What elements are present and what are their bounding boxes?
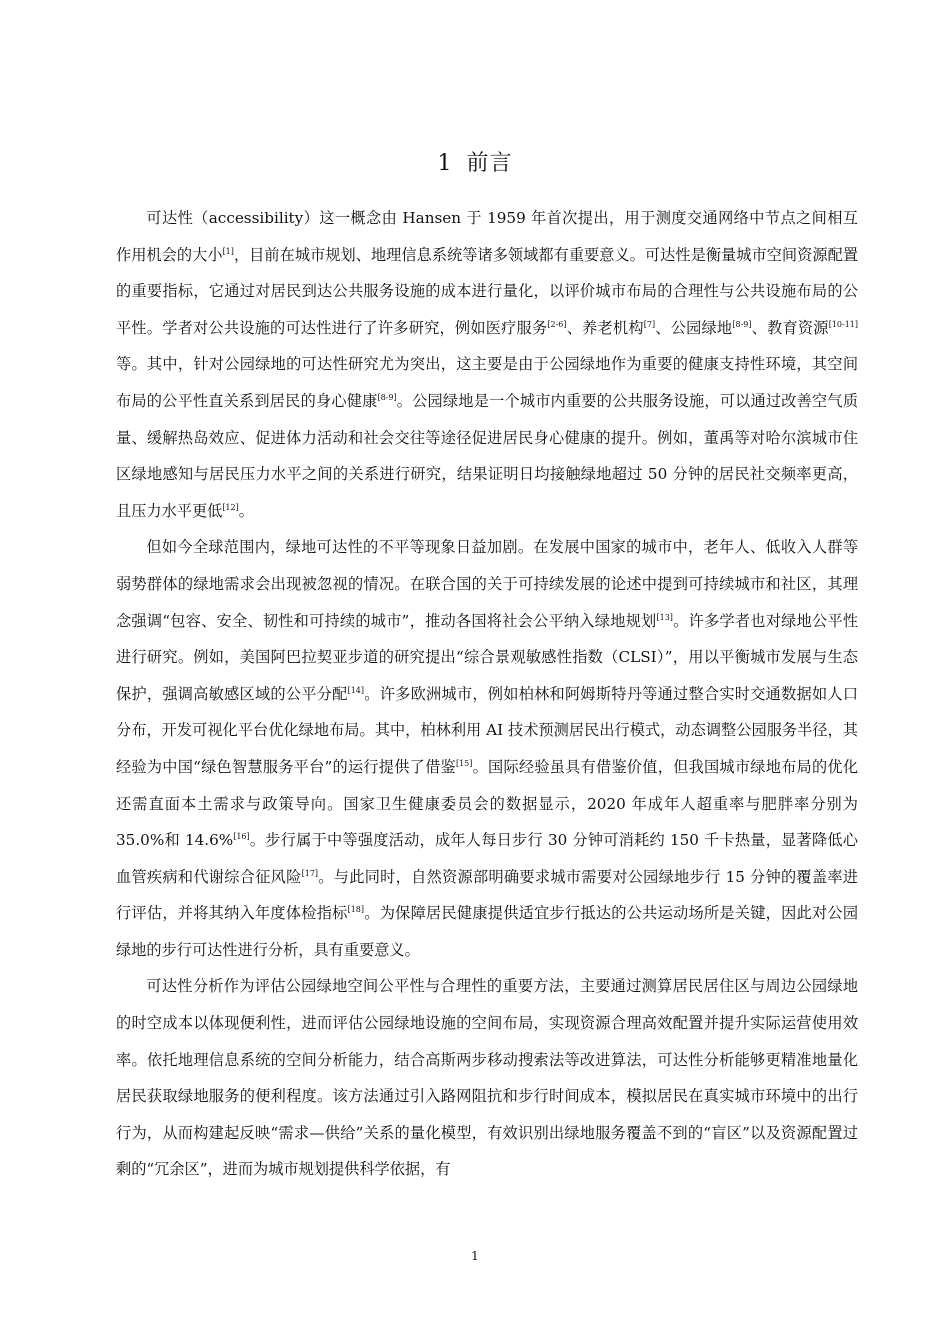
text-run: 。为保障居民健康提供适宜步行抵达的公共运动场所是关键，因此对公园绿地的步行可达性进行分析，具有重要意义。: [116, 904, 859, 959]
text-run: 、养老机构: [566, 318, 644, 337]
text-run: 。公园绿地是一个城市内重要的公共服务设施，可以通过改善空气质量、缓解热岛效应、促进体力活动和社会交往等途径促进居民身心健康的提升。例如，董禹等对哈尔滨城市住区绿地感知与居民压力水平之间的关系进行研究，结果证明日均接触绿地超过 50 分钟的居民社交频率更高，且压力水平更低: [116, 391, 859, 520]
paragraph: [116, 968, 858, 1188]
text-run: 。国际经验虽具有借鉴价值，但我国城市绿地布局的优化还需直面本土需求与政策导向。国家卫生健康委员会的数据显示，2020 年成年人超重率与肥胖率分别为 35.0%和 14.6%: [116, 757, 859, 850]
section-title: 前言: [466, 151, 513, 176]
citation-ref: [1]: [222, 246, 234, 256]
text-run: 。与此同时，自然资源部明确要求城市需要对公园绿地步行 15 分钟的覆盖率进行评估，并将其纳入年度体检指标: [116, 867, 858, 923]
citation-ref: [18]: [347, 905, 364, 915]
page-number: 1: [471, 1249, 479, 1263]
text-run: 但如今全球范围内，绿地可达性的不平等现象日益加剧。在发展中国家的城市中，老年人、低收入人群等弱势群体的绿地需求会出现被忽视的情况。在联合国的关于可持续发展的论述中提到可持续城市和社区，其理念强调“包容、安全、韧性和可持续的城市”，推动各国将社会公平纳入绿地规划: [116, 538, 858, 630]
paragraph: [116, 529, 858, 968]
text-run: 可达性（accessibility）这一概念由 Hansen 于 1959 年首次提出，用于测度交通网络中节点之间相互作用机会的大小: [116, 209, 858, 264]
citation-ref: [8-9]: [732, 319, 752, 329]
body-text: [116, 200, 858, 1188]
section-heading: [0, 148, 950, 180]
text-run: 可达性分析作为评估公园绿地空间公平性与合理性的重要方法，主要通过测算居民居住区与周边公园绿地的时空成本以体现便利性，进而评估公园绿地设施的空间布局，实现资源合理高效配置并提升实际运营使用效率。依托地理信息系统的空间分析能力，结合高斯两步移动搜索法等改进算法，可达性分析能够更精准地量化居民获取绿地服务的便利程度。该方法通过引入路网阻抗和步行时间成本，模拟居民在真实城市环境中的出行行为，从而构建起反映“需求—供给”关系的量化模型，有效识别出绿地服务覆盖不到的“盲区”以及资源配置过剩的“冗余区”，进而为城市规划提供科学依据，有: [116, 977, 858, 1179]
text-run: 。许多欧洲城市，例如柏林和阿姆斯特丹等通过整合实时交通数据如人口分布，开发可视化平台优化绿地布局。其中，柏林利用 AI 技术预测居民出行模式，动态调整公园服务半径，其经验为中国“绿色智慧服务平台”的运行提供了借鉴: [116, 684, 859, 776]
text-run: 。: [238, 501, 254, 520]
text-run: 、公园绿地: [655, 318, 733, 337]
text-run: 、教育资源: [751, 318, 829, 337]
citation-ref: [12]: [222, 502, 239, 512]
citation-ref: [17]: [301, 868, 319, 878]
section-number: 1: [437, 151, 453, 176]
citation-ref: [14]: [347, 685, 364, 695]
citation-ref: [15]: [455, 758, 473, 768]
citation-ref: [8-9]: [377, 392, 397, 402]
text-run: 。步行属于中等强度活动，成年人每日步行 30 分钟可消耗约 150 千卡热量，显著降低心血管疾病和代谢综合征风险: [116, 831, 858, 886]
citation-ref: [13]: [656, 612, 673, 622]
paragraph: [116, 200, 858, 529]
text-run: ，目前在城市规划、地理信息系统等诸多领域都有重要意义。可达性是衡量城市空间资源配置的重要指标，它通过对居民到达公共服务设施的成本进行量化，以评价城市布局的合理性与公共设施布局的公平性。学者对公共设施的可达性进行了许多研究，例如医疗服务: [116, 245, 859, 337]
citation-ref: [2-6]: [547, 319, 567, 329]
citation-ref: [7]: [643, 319, 656, 329]
citation-ref: [10-11]: [828, 319, 859, 329]
text-run: 等。其中，针对公园绿地的可达性研究尤为突出，这主要是由于公园绿地作为重要的健康支持性环境，其空间布局的公平性直关系到居民的身心健康: [116, 355, 858, 410]
text-run: 。许多学者也对绿地公平性进行研究。例如，美国阿巴拉契亚步道的研究提出“综合景观敏感性指数（CLSI）”，用以平衡城市发展与生态保护，强调高敏感区域的公平分配: [116, 611, 859, 703]
citation-ref: [16]: [233, 832, 250, 842]
